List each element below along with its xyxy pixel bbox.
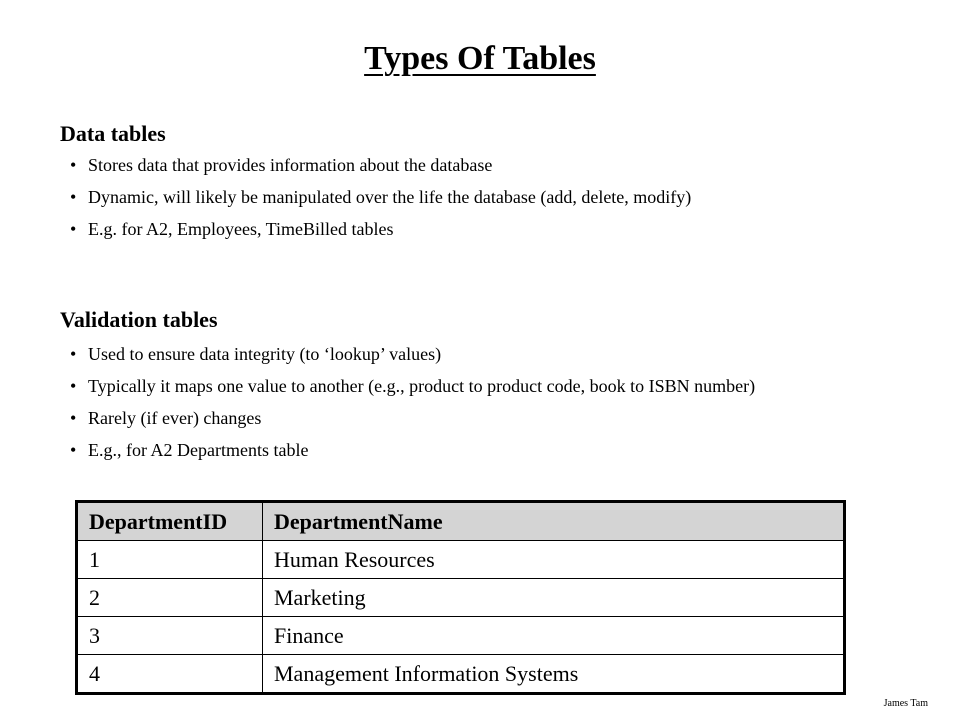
table-row <box>77 579 845 617</box>
department-id-cell: 2 <box>77 579 263 617</box>
table-row <box>77 617 845 655</box>
validation-tables-heading: Validation tables <box>60 307 218 332</box>
bullet-text: E.g., for A2 Departments table <box>88 440 309 460</box>
data-tables-heading: Data tables <box>60 121 166 146</box>
departments-table <box>75 500 846 695</box>
validation-tables-bullet-list <box>70 342 910 470</box>
bullet-item <box>70 374 910 398</box>
table-header-row <box>77 502 845 541</box>
bullet-item <box>70 153 910 177</box>
bullet-icon: • <box>70 219 77 239</box>
bullet-item <box>70 406 910 430</box>
table-row <box>77 541 845 579</box>
bullet-icon: • <box>70 408 77 428</box>
column-header-department-name: DepartmentName <box>263 502 845 541</box>
bullet-text: E.g. for A2, Employees, TimeBilled tables <box>88 219 394 239</box>
department-id-cell: 3 <box>77 617 263 655</box>
bullet-icon: • <box>70 155 77 175</box>
author-footer: James Tam <box>883 698 928 709</box>
bullet-item <box>70 342 910 366</box>
bullet-item <box>70 217 910 241</box>
department-name-cell: Management Information Systems <box>263 655 845 694</box>
department-id-cell: 1 <box>77 541 263 579</box>
bullet-icon: • <box>70 344 77 364</box>
bullet-item <box>70 438 910 462</box>
department-name-cell: Finance <box>263 617 845 655</box>
bullet-icon: • <box>70 187 77 207</box>
bullet-icon: • <box>70 376 77 396</box>
column-header-department-id: DepartmentID <box>77 502 263 541</box>
data-tables-bullet-list <box>70 153 910 249</box>
bullet-text: Stores data that provides information about the database <box>88 155 493 175</box>
bullet-text: Used to ensure data integrity (to ‘lookup’ values) <box>88 344 442 364</box>
department-id-cell: 4 <box>77 655 263 694</box>
page-title: Types Of Tables <box>364 40 596 77</box>
bullet-item <box>70 185 910 209</box>
table-row <box>77 655 845 694</box>
department-name-cell: Marketing <box>263 579 845 617</box>
bullet-text: Rarely (if ever) changes <box>88 408 262 428</box>
bullet-text: Dynamic, will likely be manipulated over the life the database (add, delete, modify) <box>88 187 692 207</box>
bullet-icon: • <box>70 440 77 460</box>
bullet-text: Typically it maps one value to another (e.g., product to product code, book to ISBN number) <box>88 376 756 396</box>
department-name-cell: Human Resources <box>263 541 845 579</box>
